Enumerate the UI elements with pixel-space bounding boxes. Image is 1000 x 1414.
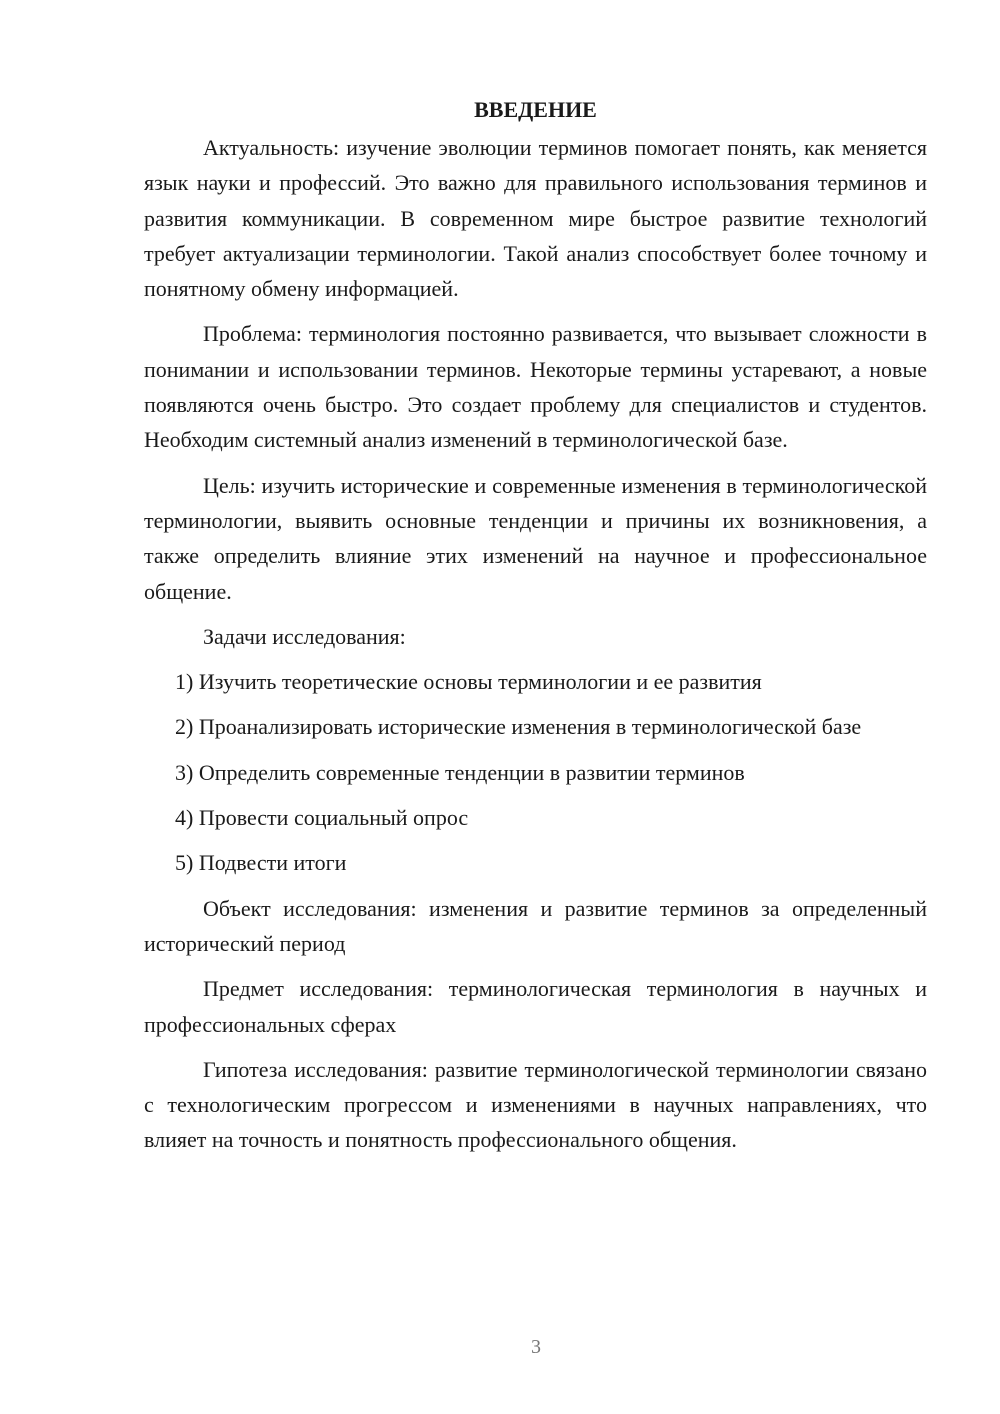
document-body <box>144 92 927 1168</box>
page-title: ВВЕДЕНИЕ <box>474 97 597 122</box>
tasks-heading: Задачи исследования: <box>203 623 406 649</box>
problem-paragraph: Проблема: терминология постоянно развивается, что вызывает сложности в понимании и использовании терминов. Некоторые термины устаревают, а новые появляются очень быстро. Это создает проблему для специалистов и студентов. Необходим системный анализ изменений в терминологической базе. <box>144 321 927 453</box>
goal-paragraph: Цель: изучить исторические и современные изменения в терминологической терминологии, выявить основные тенденции и причины их возникновения, а также определить влияние этих изменений на научное и профессиональное общение. <box>144 472 927 604</box>
subject-paragraph: Предмет исследования: терминологическая терминология в научных и профессиональных сферах <box>144 976 927 1037</box>
hypothesis-paragraph: Гипотеза исследования: развитие терминологической терминологии связано с технологическим прогрессом и изменениями в научных направлениях, что влияет на точность и понятность профессионального общения. <box>144 1056 927 1153</box>
task-item-5: 5) Подвести итоги <box>175 850 347 876</box>
page-number: 3 <box>531 1336 541 1358</box>
task-item-2: 2) Проанализировать исторические изменения в терминологической базе <box>175 714 862 740</box>
task-item-3: 3) Определить современные тенденции в развитии терминов <box>175 759 745 785</box>
task-item-1: 1) Изучить теоретические основы терминологии и ее развития <box>175 669 762 695</box>
object-paragraph: Объект исследования: изменения и развитие терминов за определенный исторический период <box>144 895 927 956</box>
task-item-4: 4) Провести социальный опрос <box>175 805 469 831</box>
relevance-paragraph: Актуальность: изучение эволюции терминов помогает понять, как меняется язык науки и профессий. Это важно для правильного использования терминов и развития коммуникации. В современном мире быстрое развитие технологий требует актуализации терминологии. Такой анализ способствует более точному и понятному обмену информацией. <box>144 135 927 302</box>
